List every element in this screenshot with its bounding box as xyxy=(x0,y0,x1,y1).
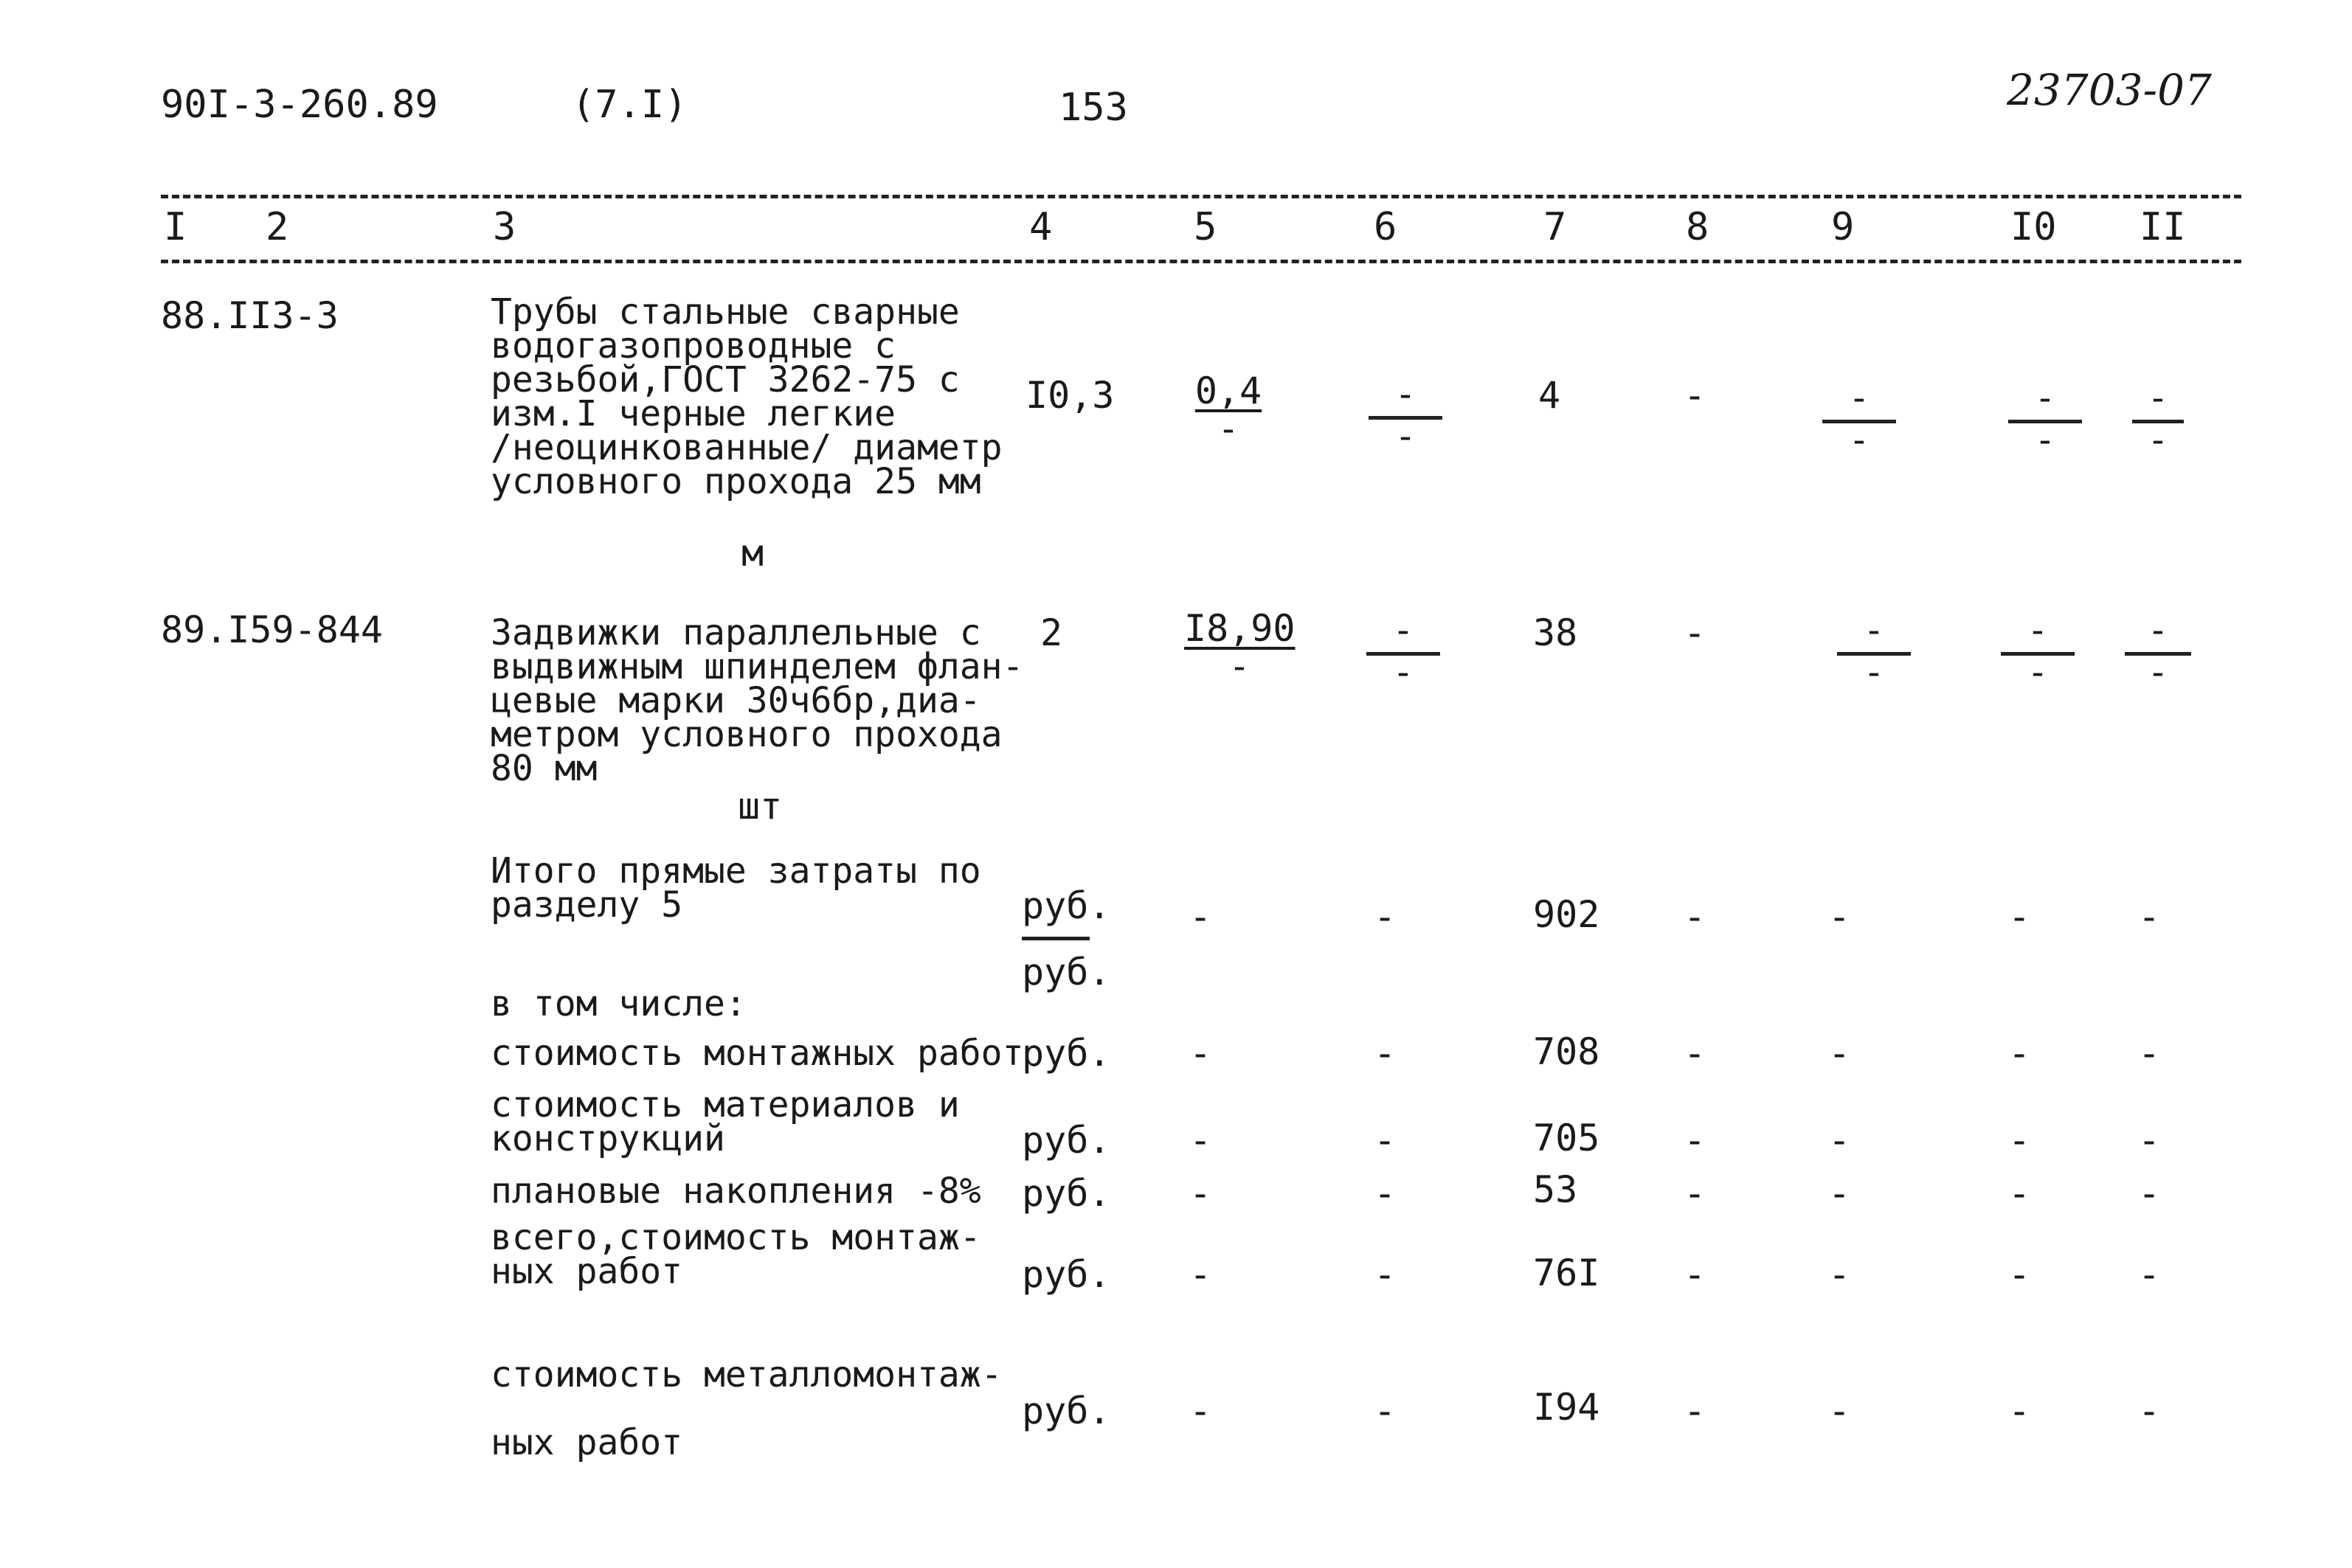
summary-metal-col11: - xyxy=(2138,1390,2161,1432)
summary-install-unit: руб. xyxy=(1022,1032,1111,1075)
col-header-11: II xyxy=(2140,205,2186,249)
row1-col9 xyxy=(1822,378,1896,461)
row2-description: Задвижки параллельные с выдвижным шпинделем флан- цевые марки 30ч6бр,диа- метром условного прохода 80 мм xyxy=(491,612,1024,789)
col-header-10: I0 xyxy=(2010,205,2057,249)
row2-col10 xyxy=(2001,610,2075,693)
summary-metal-col8: - xyxy=(1684,1390,1706,1432)
including-label: в том числе: xyxy=(491,983,747,1024)
row2-col11-bottom: - xyxy=(2147,652,2169,693)
summary-materials-col9: - xyxy=(1828,1119,1851,1162)
summary-metal-col7: I94 xyxy=(1533,1386,1600,1429)
summary-total-label: Итого прямые затраты по разделу 5 xyxy=(491,850,981,926)
doc-code: 90I-3-260.89 xyxy=(161,83,438,127)
row1-col8: - xyxy=(1684,374,1706,417)
row1-col5-bottom: - xyxy=(1217,409,1239,450)
summary-planned-label: плановые накопления -8% xyxy=(491,1170,981,1212)
summary-total-col8: - xyxy=(1684,895,1706,938)
row1-col9-bottom: - xyxy=(1848,420,1870,461)
row1-code: 88.II3-3 xyxy=(161,294,339,337)
summary-metal-col5: - xyxy=(1189,1390,1212,1432)
summary-total-col11: - xyxy=(2138,895,2161,938)
row2-col7: 38 xyxy=(1533,611,1578,654)
summary-materials-col6: - xyxy=(1374,1119,1397,1162)
row2-col11 xyxy=(2125,610,2191,693)
summary-planned-col5: - xyxy=(1189,1172,1212,1215)
summary-planned-col10: - xyxy=(2008,1172,2031,1215)
page-number: 153 xyxy=(1059,86,1128,130)
summary-all-col7: 76I xyxy=(1533,1252,1600,1294)
row1-quantity: I0,3 xyxy=(1025,374,1115,417)
row2-col6-bottom: - xyxy=(1392,652,1414,693)
row2-col11-top: - xyxy=(2125,620,2191,656)
summary-materials-col10: - xyxy=(2008,1119,2031,1162)
summary-total-col6: - xyxy=(1374,895,1397,938)
summary-all-col6: - xyxy=(1374,1253,1397,1296)
col-header-3: 3 xyxy=(493,205,516,249)
row2-code: 89.I59-844 xyxy=(161,608,384,651)
col-header-1: I xyxy=(164,205,187,249)
summary-total-col9: - xyxy=(1828,895,1851,938)
summary-total-unit-rule xyxy=(1022,937,1090,940)
row2-col5 xyxy=(1184,607,1296,687)
summary-total-col10: - xyxy=(2008,895,2031,938)
summary-all-unit: руб. xyxy=(1022,1253,1111,1296)
row1-col5-top: 0,4 xyxy=(1194,370,1262,412)
col-header-4: 4 xyxy=(1029,205,1053,249)
row2-col6 xyxy=(1366,610,1440,693)
summary-all-col10: - xyxy=(2008,1253,2031,1296)
row2-col9-top: - xyxy=(1837,620,1911,656)
summary-install-col11: - xyxy=(2138,1032,2161,1075)
summary-all-label: всего,стоимость монтаж- ных работ xyxy=(491,1217,981,1292)
summary-planned-col6: - xyxy=(1374,1172,1397,1215)
row2-col5-top: I8,90 xyxy=(1184,607,1296,650)
row2-quantity: 2 xyxy=(1040,611,1063,654)
col-header-8: 8 xyxy=(1686,205,1709,249)
row1-col5 xyxy=(1191,370,1265,450)
col-header-9: 9 xyxy=(1831,205,1855,249)
row1-description: Трубы стальные сварные водогазопроводные с резьбой,ГОСТ 3262-75 с изм.I черные легкие /неоцинкованные/ диаметр условного прохода 25 мм xyxy=(491,291,1003,502)
summary-all-col5: - xyxy=(1189,1253,1212,1296)
row1-col10-bottom: - xyxy=(2034,420,2056,461)
summary-planned-col11: - xyxy=(2138,1172,2161,1215)
row1-col6-top: - xyxy=(1369,384,1442,420)
row1-col10 xyxy=(2008,378,2082,461)
section-number: (7.I) xyxy=(572,83,688,127)
col-header-2: 2 xyxy=(266,205,289,249)
col-header-6: 6 xyxy=(1374,205,1397,249)
row2-col10-bottom: - xyxy=(2027,652,2049,693)
summary-all-col11: - xyxy=(2138,1253,2161,1296)
summary-metal-label: стоимость металломонтаж- ных работ xyxy=(491,1354,1003,1463)
summary-total-col7: 902 xyxy=(1533,893,1600,936)
row1-col6 xyxy=(1369,374,1442,457)
summary-all-col9: - xyxy=(1828,1253,1851,1296)
summary-install-col8: - xyxy=(1684,1032,1706,1075)
header-rule-bottom xyxy=(161,260,2241,263)
summary-install-col10: - xyxy=(2008,1032,2031,1075)
row2-unit: шт xyxy=(738,785,783,828)
row1-col6-bottom: - xyxy=(1394,416,1417,457)
col-header-7: 7 xyxy=(1543,205,1567,249)
row1-unit: м xyxy=(741,532,764,575)
summary-materials-col5: - xyxy=(1189,1119,1212,1162)
row2-col8: - xyxy=(1684,611,1706,654)
summary-metal-col9: - xyxy=(1828,1390,1851,1432)
summary-materials-unit: руб. xyxy=(1022,1119,1111,1162)
row1-col11-top: - xyxy=(2132,387,2184,423)
row2-col6-top: - xyxy=(1366,620,1440,656)
header-rule-top xyxy=(161,195,2241,198)
row1-col9-top: - xyxy=(1822,387,1896,423)
row2-col9-bottom: - xyxy=(1863,652,1885,693)
row2-col9 xyxy=(1837,610,1911,693)
row1-col11 xyxy=(2132,378,2184,461)
summary-planned-unit: руб. xyxy=(1022,1172,1111,1215)
summary-materials-col11: - xyxy=(2138,1119,2161,1162)
summary-planned-col8: - xyxy=(1684,1172,1706,1215)
summary-metal-col6: - xyxy=(1374,1390,1397,1432)
summary-total-unit-2: руб. xyxy=(1022,951,1111,993)
summary-install-col6: - xyxy=(1374,1032,1397,1075)
summary-install-col7: 708 xyxy=(1533,1030,1600,1073)
stamp-number: 23703-07 xyxy=(2007,65,2212,115)
summary-total-col5: - xyxy=(1189,895,1212,938)
summary-planned-col7: 53 xyxy=(1533,1168,1578,1211)
summary-install-label: стоимость монтажных работ xyxy=(491,1033,1024,1074)
summary-metal-unit: руб. xyxy=(1022,1390,1111,1432)
summary-materials-label: стоимость материалов и конструкций xyxy=(491,1084,960,1159)
summary-install-col5: - xyxy=(1189,1032,1212,1075)
row2-col10-top: - xyxy=(2001,620,2075,656)
summary-planned-col9: - xyxy=(1828,1172,1851,1215)
row1-col11-bottom: - xyxy=(2147,420,2169,461)
summary-materials-col8: - xyxy=(1684,1119,1706,1162)
col-header-5: 5 xyxy=(1194,205,1217,249)
row1-col10-top: - xyxy=(2008,387,2082,423)
summary-install-col9: - xyxy=(1828,1032,1851,1075)
summary-metal-col10: - xyxy=(2008,1390,2031,1432)
row2-col5-bottom: - xyxy=(1228,646,1251,687)
summary-all-col8: - xyxy=(1684,1253,1706,1296)
row1-col7: 4 xyxy=(1538,374,1561,417)
summary-materials-col7: 705 xyxy=(1533,1117,1600,1159)
summary-total-unit: руб. xyxy=(1022,884,1111,927)
